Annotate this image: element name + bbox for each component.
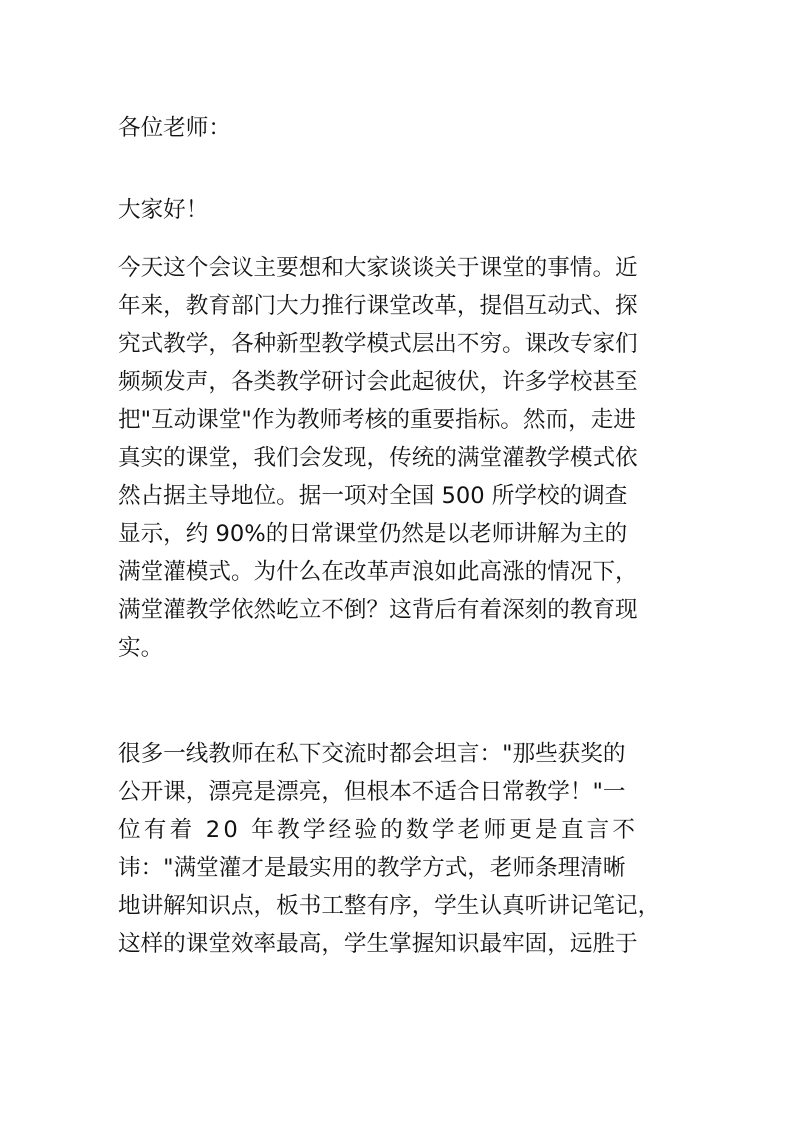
- paragraph-line: 很多一线教师在私下交流时都会坦言："那些获奖的: [118, 741, 626, 767]
- paragraph-line: 满堂灌模式。为什么在改革声浪如此高涨的情况下，: [118, 559, 638, 585]
- paragraph-line: 实。: [118, 635, 164, 661]
- paragraph-line: 今天这个会议主要想和大家谈谈关于课堂的事情。近: [118, 255, 638, 281]
- paragraph-line: 年来，教育部门大力推行课堂改革，提倡互动式、探: [118, 293, 638, 319]
- paragraph-line: 显示，约 90%的日常课堂仍然是以老师讲解为主的: [118, 521, 628, 547]
- paragraph-line: 位有着 20 年教学经验的数学老师更是直言不: [118, 817, 639, 843]
- paragraph-line: 满堂灌教学依然屹立不倒？这背后有着深刻的教育现: [118, 597, 638, 623]
- paragraph-line: 公开课，漂亮是漂亮，但根本不适合日常教学！"一: [118, 779, 626, 805]
- greeting: 大家好！: [118, 197, 209, 223]
- paragraph-line: 讳："满堂灌才是最实用的教学方式，老师条理清晰: [118, 855, 626, 881]
- paragraph-line: 这样的课堂效率最高，学生掌握知识最牢固，远胜于: [118, 931, 638, 957]
- salutation: 各位老师：: [118, 115, 231, 141]
- paragraph-line: 把"互动课堂"作为教师考核的重要指标。然而，走进: [118, 407, 636, 433]
- paragraph-line: 究式教学，各种新型教学模式层出不穷。课改专家们: [118, 331, 638, 357]
- paragraph-line: 真实的课堂，我们会发现，传统的满堂灌教学模式依: [118, 445, 638, 471]
- paragraph-line: 然占据主导地位。据一项对全国 500 所学校的调查: [118, 483, 628, 509]
- paragraph-line: 地讲解知识点，板书工整有序，学生认真听讲记笔记，: [118, 893, 661, 919]
- paragraph-line: 频频发声，各类教学研讨会此起彼伏，许多学校甚至: [118, 369, 638, 395]
